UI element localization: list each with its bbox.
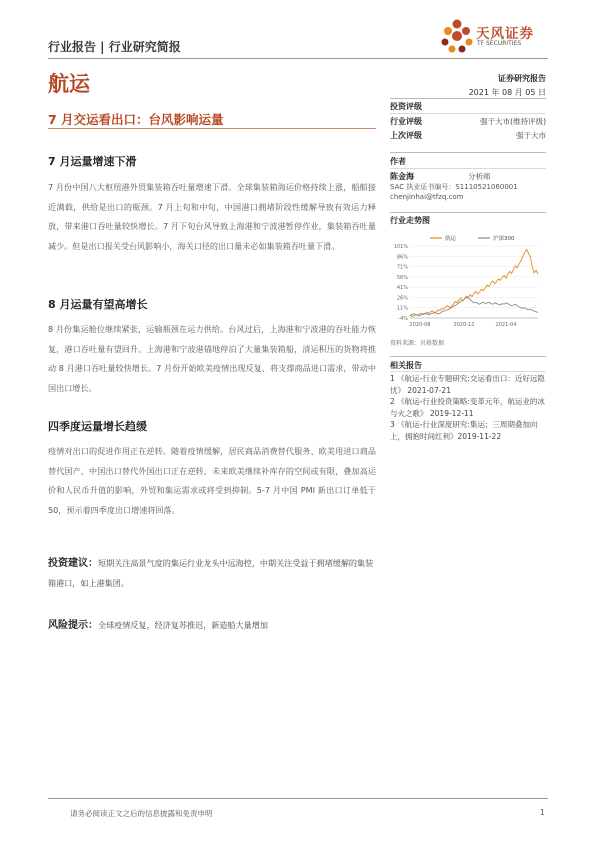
chart-x-ticks xyxy=(410,322,517,328)
chart-y-tick-label: 71% xyxy=(396,264,408,271)
investment-text: 短期关注高景气度的集运行业龙头中远海控，中期关注受益于拥堵缓解的集装箱港口，如上港集团。 xyxy=(48,558,374,588)
investment-label: 投资建议： xyxy=(48,558,98,569)
related-item[interactable]: 3 《航运-行业深度研究:集运；三周期叠加向上，拥抱时间红利》2019-11-22 xyxy=(390,420,538,441)
chart-legend xyxy=(430,234,515,242)
chart-y-tick-label: 56% xyxy=(396,274,408,281)
author-heading: 作者 xyxy=(390,157,406,166)
related-item[interactable]: 2 《航运-行业投资策略:变革元年，航运业的冰与火之歌》 2019-12-11 xyxy=(390,397,545,418)
chart-legend-label: 航运 xyxy=(445,236,457,242)
rating-divider xyxy=(390,113,546,114)
rating-value-current: 强于大市(维持评级) xyxy=(480,117,546,126)
chart-series xyxy=(410,249,538,316)
related-item[interactable]: 1 《航运-行业专题研究:交运看出口：近好远隐忧》 2021-07-21 xyxy=(390,374,545,395)
doc-type: 证券研究报告 xyxy=(498,74,546,83)
industry-trend-chart xyxy=(388,230,548,330)
related-top-divider xyxy=(390,356,546,357)
section-body-2: 8 月份集运舱位继续紧张，运输瓶颈在运力供给。台风过后，上海港和宁波港的吞吐能力恢复，港口吞吐量有望回升。上海港和宁波港锚地停泊了大量集装箱船，清运积压的货物将推动 8 月港口吞吐量较快增长。7 月份开始欧美疫情出现反复，将支撑商品进口需求，带动中国出口增长。 xyxy=(48,324,376,394)
author-role: 分析师 xyxy=(468,172,491,181)
chart-source: 资料来源：贝格数据 xyxy=(390,340,445,347)
logo-icon xyxy=(440,18,474,56)
chart-y-tick-label: -4% xyxy=(398,316,408,322)
author-email[interactable]: chenjinhai@tfzq.com xyxy=(390,193,464,201)
report-subtitle: 7 月交运看出口：台风影响运量 xyxy=(48,112,224,127)
author-license: SAC 执业证书编号：S1110521060001 xyxy=(390,183,518,191)
chart-x-tick-label: 2020-08 xyxy=(409,322,431,328)
chart-legend-label: 沪深300 xyxy=(493,236,515,242)
rating-label-previous: 上次评级 xyxy=(390,131,422,140)
report-type: 行业报告 | 行业研究简报 xyxy=(48,40,181,54)
risk-label: 风险提示： xyxy=(48,620,98,631)
subtitle-divider xyxy=(48,128,376,129)
chart-x-tick-label: 2020-12 xyxy=(453,322,475,328)
logo-text-en: TF SECURITIES xyxy=(477,40,522,47)
chart-y-tick-label: 11% xyxy=(396,305,408,312)
section-heading-2: 8 月运量有望高增长 xyxy=(48,298,148,311)
section-body-3: 疫情对出口的促进作用正在逆转。随着疫情缓解，居民商品消费替代服务、欧美用进口商品替代国产、中国出口替代外国出口正在逆转，未来欧美继续补库存的空间或有限，叠加高运价和人民币升值的影响，外贸和集运需求或将受到抑制。5-7 月中国 PMI 新出口订单低于 50，预示着四季度出口增速将回落。 xyxy=(48,446,376,516)
page-title: 航运 xyxy=(48,72,90,96)
chart-y-tick-label: 101% xyxy=(393,244,408,250)
section-body-1: 7 月份中国八大枢纽港外贸集装箱吞吐量增速下滑。全球集装箱海运价格持续上涨，船舶接近满载，供给是出口的瓶颈。7 月上旬和中旬，中国港口拥堵阶段性缓解导致有效运力释放，带来港口吞吐量较快增长。7 月下旬台风导致上海港和宁波港暂停作业，集装箱吞吐量减少。但是出口报关受台风影响小，海关口径的出口量未必如集装箱吞吐量下滑。 xyxy=(48,182,376,252)
related-list xyxy=(390,373,548,442)
related-divider xyxy=(390,371,546,372)
footer-disclaimer: 请务必阅读正文之后的信息披露和免责申明 xyxy=(70,809,213,818)
section-heading-1: 7 月运量增速下滑 xyxy=(48,155,137,168)
page-number: 1 xyxy=(540,808,545,817)
chart-heading: 行业走势图 xyxy=(390,216,430,225)
rating-label-current: 行业评级 xyxy=(390,117,422,126)
author-divider xyxy=(390,168,546,169)
doc-date: 2021 年 08 月 05 日 xyxy=(468,88,546,97)
risk-notice xyxy=(48,616,378,636)
chart-y-ticks xyxy=(394,244,409,322)
rating-value-previous: 强于大市 xyxy=(516,131,546,140)
author-name: 陈金海 xyxy=(390,172,414,181)
related-heading: 相关报告 xyxy=(390,361,422,370)
risk-text: 全球疫情反复，经济复苏推迟，新造船大量增加 xyxy=(98,620,268,630)
rating-top-divider xyxy=(390,98,546,99)
company-logo xyxy=(440,18,550,58)
section-heading-3: 四季度运量增长趋缓 xyxy=(48,420,147,433)
chart-top-divider xyxy=(390,212,546,213)
investment-advice xyxy=(48,554,378,593)
chart-y-tick-label: 26% xyxy=(396,295,408,302)
rating-heading: 投资评级 xyxy=(390,102,422,111)
author-top-divider xyxy=(390,152,546,153)
chart-x-tick-label: 2021-04 xyxy=(495,322,517,328)
chart-y-tick-label: 41% xyxy=(396,285,408,292)
footer-divider xyxy=(48,798,548,799)
logo-text-cn: 天风证券 xyxy=(476,26,534,42)
header-divider xyxy=(48,58,548,59)
chart-y-tick-label: 86% xyxy=(396,254,408,261)
